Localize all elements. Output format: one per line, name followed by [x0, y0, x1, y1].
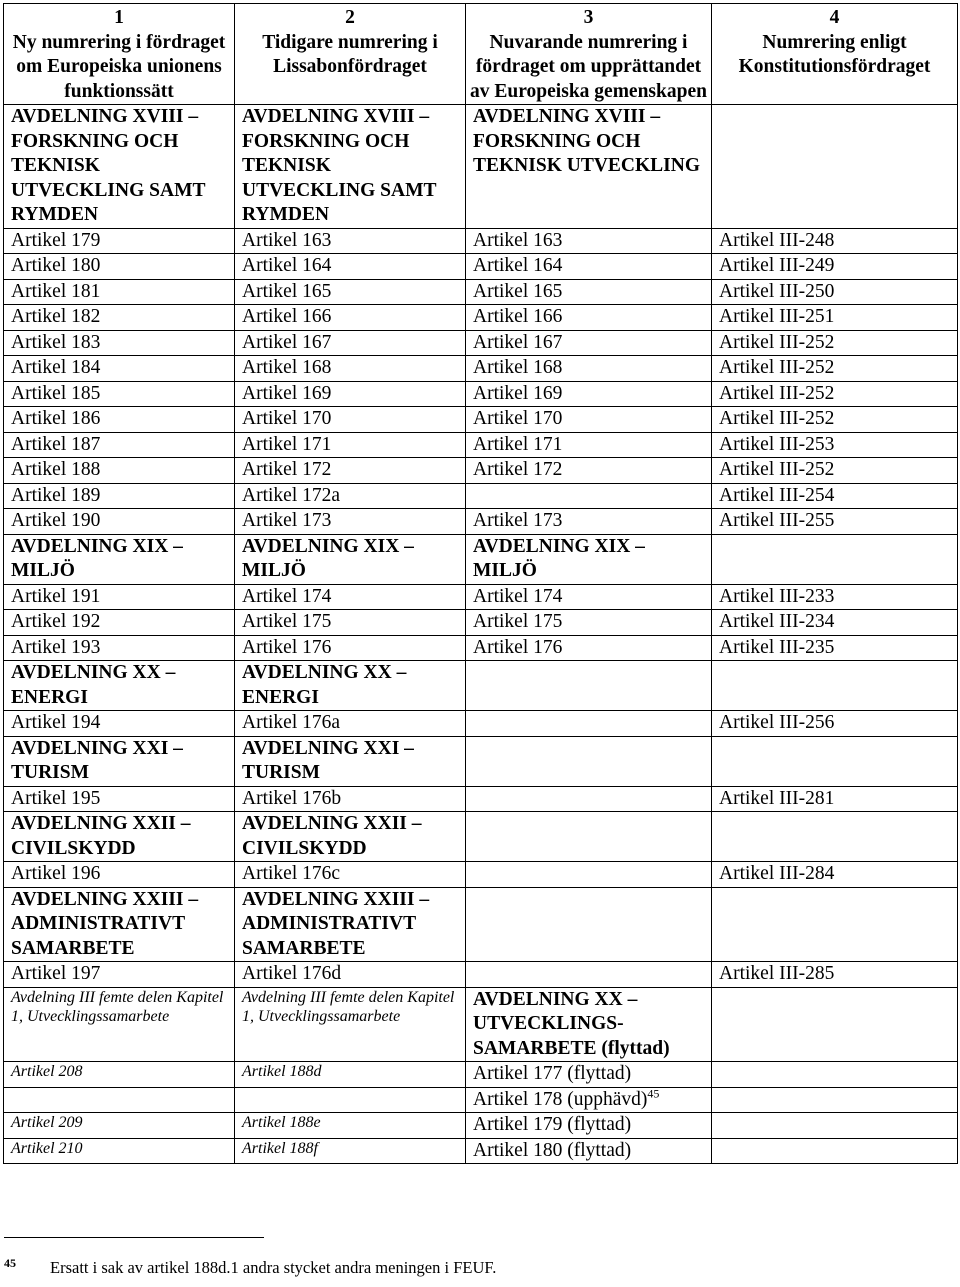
cell-text: AVDELNING XIX – MILJÖ — [242, 535, 414, 581]
table-cell — [4, 356, 235, 382]
cell-text: Artikel III-252 — [719, 459, 835, 480]
table-cell — [712, 381, 958, 407]
cell-text: Artikel 167 — [242, 331, 332, 353]
cell-text: Artikel III-256 — [719, 712, 835, 733]
table-row — [4, 407, 958, 433]
cell-text: Artikel 165 — [473, 280, 563, 302]
table-cell — [466, 407, 712, 433]
table-row — [4, 305, 958, 331]
cell-text: Artikel 170 — [242, 408, 332, 429]
table-cell — [4, 483, 235, 509]
cell-text: Artikel 194 — [11, 712, 101, 733]
table-cell — [712, 509, 958, 535]
table-cell — [4, 635, 235, 661]
table-cell — [466, 305, 712, 331]
cell-text: Artikel 209 — [11, 1114, 83, 1131]
header-cell — [712, 4, 958, 105]
table-cell — [4, 330, 235, 356]
cell-text: AVDELNING XXIII – ADMINISTRATIVT SAMARBETE — [242, 888, 430, 959]
cell-text: Artikel 193 — [11, 636, 101, 658]
table-cell — [235, 1113, 466, 1139]
header-title: Ny numrering i fördraget om Europeiska unionens funktionssätt — [12, 31, 226, 102]
cell-text: Artikel 208 — [11, 1063, 83, 1080]
section-row — [4, 736, 958, 786]
cell-text: Artikel III-234 — [719, 611, 835, 632]
table-cell — [712, 610, 958, 636]
table-cell — [235, 610, 466, 636]
cell-text: Artikel 166 — [242, 306, 332, 327]
header-number: 2 — [345, 7, 355, 28]
cell-text: Artikel 186 — [11, 408, 101, 429]
cell-text: Artikel III-281 — [719, 787, 835, 809]
table-cell — [4, 105, 235, 229]
table-cell — [466, 862, 712, 888]
table-cell — [235, 962, 466, 988]
table-row — [4, 711, 958, 737]
cell-text: Artikel 177 (flyttad) — [473, 1063, 632, 1084]
cell-text: AVDELNING XXI – TURISM — [242, 737, 414, 783]
table-cell — [712, 305, 958, 331]
cell-text: Artikel III-255 — [719, 510, 835, 531]
table-cell — [712, 962, 958, 988]
table-cell — [4, 407, 235, 433]
table-cell — [235, 483, 466, 509]
table-cell — [712, 786, 958, 812]
table-cell — [712, 458, 958, 484]
cell-text: Artikel 189 — [11, 484, 101, 506]
table-row — [4, 962, 958, 988]
cell-text: AVDELNING XX – ENERGI — [242, 662, 407, 708]
table-cell — [4, 1113, 235, 1139]
table-cell — [4, 509, 235, 535]
cell-text: AVDELNING XXI – TURISM — [11, 737, 183, 783]
cell-text: AVDELNING XVIII – FORSKNING OCH TEKNISK UTVECKLING SAMT RYMDEN — [242, 106, 437, 225]
table-cell — [235, 987, 466, 1062]
header-row — [4, 4, 958, 105]
cell-text: Avdelning III femte delen Kapitel 1, Utvecklingssamarbete — [242, 988, 455, 1025]
footnote-ref: 45 — [647, 1086, 660, 1100]
table-row — [4, 381, 958, 407]
table-cell — [712, 584, 958, 610]
cell-text: Artikel III-284 — [719, 863, 835, 884]
cell-text: AVDELNING XVIII – FORSKNING OCH TEKNISK UTVECKLING SAMT RYMDEN — [11, 106, 206, 225]
table-cell — [466, 635, 712, 661]
table-cell — [466, 661, 712, 711]
cell-text: Artikel 187 — [11, 433, 101, 455]
table-cell — [235, 432, 466, 458]
cell-text: Artikel III-250 — [719, 280, 835, 302]
cell-text: Artikel 169 — [242, 382, 332, 404]
table-cell — [4, 432, 235, 458]
table-cell — [466, 228, 712, 254]
table-cell — [4, 661, 235, 711]
footnote-number: 45 — [4, 1255, 16, 1270]
footnote — [4, 1255, 497, 1278]
cell-text: Artikel 168 — [473, 357, 563, 378]
table-cell — [466, 1087, 712, 1113]
section-row — [4, 661, 958, 711]
table-row — [4, 786, 958, 812]
table-cell — [4, 736, 235, 786]
table-cell — [466, 254, 712, 280]
cell-text: Artikel III-254 — [719, 484, 835, 506]
table-cell — [235, 711, 466, 737]
table-cell — [235, 356, 466, 382]
cell-text: Artikel 178 (upphävd) — [473, 1088, 648, 1110]
table-row — [4, 1138, 958, 1164]
cell-text: Artikel 176 — [242, 636, 332, 658]
table-cell — [712, 279, 958, 305]
table-cell — [712, 105, 958, 229]
header-cell — [466, 4, 712, 105]
table-cell — [466, 887, 712, 962]
header-number: 4 — [829, 7, 840, 28]
cell-text: AVDELNING XXII – CIVILSKYDD — [11, 813, 191, 859]
table-cell — [466, 962, 712, 988]
cell-text: Artikel 183 — [11, 331, 101, 353]
cell-text: Artikel 192 — [11, 611, 101, 632]
section-row — [4, 887, 958, 962]
section-row — [4, 105, 958, 229]
header-title: Numrering enligt Konstitutionsfördraget — [738, 31, 931, 77]
cell-text: Artikel 184 — [11, 357, 101, 378]
table-row — [4, 228, 958, 254]
cell-text: Artikel 168 — [242, 357, 332, 378]
table-cell — [466, 509, 712, 535]
footnote-rule — [4, 1237, 264, 1238]
header-title: Tidigare numrering i Lissabonfördraget — [262, 31, 438, 77]
table-row — [4, 254, 958, 280]
table-cell — [466, 483, 712, 509]
table-cell — [235, 254, 466, 280]
cell-text: AVDELNING XIX – MILJÖ — [11, 535, 183, 581]
cell-text: AVDELNING XXII – CIVILSKYDD — [242, 813, 422, 859]
table-row — [4, 584, 958, 610]
table-cell — [466, 812, 712, 862]
table-cell — [235, 887, 466, 962]
table-cell — [466, 786, 712, 812]
table-row — [4, 432, 958, 458]
cell-text: Artikel 172a — [242, 484, 341, 506]
cell-text: Artikel 163 — [473, 229, 563, 251]
table-cell — [235, 1138, 466, 1164]
table-cell — [235, 736, 466, 786]
cell-text: Artikel 196 — [11, 863, 101, 884]
cell-text: Artikel III-233 — [719, 585, 835, 607]
cell-text: Avdelning III femte delen Kapitel 1, Utvecklingssamarbete — [11, 988, 224, 1025]
cell-text: Artikel III-248 — [719, 229, 835, 251]
table-row — [4, 483, 958, 509]
cell-text: Artikel 188e — [242, 1114, 321, 1131]
table-cell — [712, 1113, 958, 1139]
cell-text: Artikel 191 — [11, 585, 101, 607]
table-cell — [712, 661, 958, 711]
cell-text: Artikel III-285 — [719, 963, 835, 984]
header-number: 3 — [583, 7, 594, 28]
cell-text: Artikel 188d — [242, 1063, 322, 1080]
table-cell — [235, 1087, 466, 1113]
cell-text: Artikel 179 — [11, 229, 101, 251]
table-cell — [4, 711, 235, 737]
table-cell — [466, 105, 712, 229]
table-cell — [4, 812, 235, 862]
table-row — [4, 458, 958, 484]
table-cell — [235, 635, 466, 661]
cell-text: Artikel 195 — [11, 787, 101, 809]
table-cell — [4, 1062, 235, 1088]
cell-text: Artikel 164 — [473, 255, 563, 276]
table-cell — [712, 736, 958, 786]
cell-text: AVDELNING XVIII – FORSKNING OCH TEKNISK UTVECKLING — [473, 106, 701, 176]
table-cell — [4, 254, 235, 280]
table-cell — [235, 305, 466, 331]
table-cell — [466, 381, 712, 407]
header-title: Nuvarande numrering i fördraget om upprättandet av Europeiska gemenskapen — [470, 31, 707, 102]
table-cell — [4, 962, 235, 988]
cell-text: Artikel III-252 — [719, 357, 835, 378]
cell-text: Artikel 190 — [11, 510, 101, 531]
table-cell — [4, 987, 235, 1062]
table-cell — [712, 887, 958, 962]
cell-text: Artikel 172 — [473, 459, 563, 480]
cell-text: Artikel 180 (flyttad) — [473, 1139, 632, 1161]
table-cell — [466, 987, 712, 1062]
table-cell — [712, 534, 958, 584]
table-cell — [235, 584, 466, 610]
table-cell — [712, 228, 958, 254]
table-cell — [466, 1113, 712, 1139]
table-cell — [712, 432, 958, 458]
table-row — [4, 509, 958, 535]
table-cell — [235, 661, 466, 711]
table-cell — [712, 987, 958, 1062]
header-cell — [4, 4, 235, 105]
cell-text: Artikel 171 — [473, 433, 563, 455]
cell-text: Artikel III-249 — [719, 255, 835, 276]
cell-text: Artikel 176a — [242, 712, 341, 733]
table-cell — [4, 305, 235, 331]
table-cell — [712, 862, 958, 888]
table-cell — [4, 458, 235, 484]
table-cell — [712, 356, 958, 382]
cell-text: Artikel 179 (flyttad) — [473, 1114, 632, 1135]
table-cell — [466, 736, 712, 786]
table-row — [4, 987, 958, 1062]
table-row — [4, 635, 958, 661]
table-cell — [712, 483, 958, 509]
table-cell — [466, 356, 712, 382]
cell-text: Artikel 170 — [473, 408, 563, 429]
table-cell — [466, 458, 712, 484]
cell-text: Artikel 169 — [473, 382, 563, 404]
cell-text: AVDELNING XX – ENERGI — [11, 662, 176, 708]
cell-text: Artikel 166 — [473, 306, 563, 327]
cell-text: Artikel 165 — [242, 280, 332, 302]
table-cell — [712, 711, 958, 737]
table-cell — [466, 432, 712, 458]
table-cell — [4, 381, 235, 407]
table-row — [4, 862, 958, 888]
table-row — [4, 330, 958, 356]
cell-text: Artikel 173 — [242, 510, 332, 531]
cell-text: Artikel III-252 — [719, 408, 835, 429]
cell-text: Artikel 182 — [11, 306, 101, 327]
cell-text: Artikel 185 — [11, 382, 101, 404]
cell-text: Artikel 188f — [242, 1139, 318, 1157]
cell-text: Artikel 167 — [473, 331, 563, 353]
table-cell — [235, 105, 466, 229]
table-cell — [4, 1138, 235, 1164]
section-row — [4, 812, 958, 862]
table-cell — [466, 330, 712, 356]
cell-text: Artikel 188 — [11, 459, 101, 480]
table-cell — [4, 228, 235, 254]
table-cell — [712, 254, 958, 280]
table-row — [4, 279, 958, 305]
cell-text: Artikel 176b — [242, 787, 342, 809]
table-cell — [712, 330, 958, 356]
cell-text: Artikel III-251 — [719, 306, 835, 327]
table-cell — [235, 381, 466, 407]
cell-text: Artikel 163 — [242, 229, 332, 251]
table-cell — [4, 1087, 235, 1113]
table-cell — [235, 812, 466, 862]
cell-text: Artikel III-252 — [719, 382, 835, 404]
table-cell — [4, 584, 235, 610]
table-cell — [712, 1087, 958, 1113]
header-number: 1 — [114, 7, 124, 28]
table-cell — [466, 1062, 712, 1088]
cell-text: Artikel 164 — [242, 255, 332, 276]
table-cell — [4, 279, 235, 305]
table-cell — [4, 534, 235, 584]
cell-text: Artikel 176d — [242, 963, 342, 984]
table-cell — [466, 279, 712, 305]
table-cell — [712, 812, 958, 862]
table-cell — [235, 1062, 466, 1088]
cell-text: Artikel 172 — [242, 459, 332, 480]
table-cell — [712, 407, 958, 433]
cell-text: AVDELNING XXIII – ADMINISTRATIVT SAMARBETE — [11, 888, 199, 959]
table-cell — [466, 711, 712, 737]
table-row — [4, 1062, 958, 1088]
table-cell — [712, 1062, 958, 1088]
cell-text: Artikel 174 — [242, 585, 332, 607]
table-cell — [4, 887, 235, 962]
cell-text: Artikel 174 — [473, 585, 563, 607]
cell-text: Artikel III-235 — [719, 636, 835, 658]
table-cell — [4, 786, 235, 812]
header-cell — [235, 4, 466, 105]
table-cell — [466, 1138, 712, 1164]
table-cell — [235, 458, 466, 484]
correlation-table — [3, 3, 958, 1164]
cell-text: Artikel 175 — [242, 611, 332, 632]
table-cell — [235, 407, 466, 433]
table-row — [4, 1087, 958, 1113]
cell-text: Artikel 171 — [242, 433, 332, 455]
table-cell — [4, 862, 235, 888]
table-cell — [466, 610, 712, 636]
table-cell — [235, 862, 466, 888]
table-row — [4, 356, 958, 382]
table-cell — [712, 1138, 958, 1164]
cell-text: Artikel III-253 — [719, 433, 835, 455]
cell-text: Artikel 175 — [473, 611, 563, 632]
table-cell — [4, 610, 235, 636]
table-cell — [712, 635, 958, 661]
table-row — [4, 610, 958, 636]
table-cell — [466, 584, 712, 610]
cell-text: Artikel III-252 — [719, 331, 835, 353]
cell-text: Artikel 176 — [473, 636, 563, 658]
table-cell — [235, 279, 466, 305]
footnote-text: Ersatt i sak av artikel 188d.1 andra stycket andra meningen i FEUF. — [50, 1258, 497, 1277]
table-cell — [235, 228, 466, 254]
table-cell — [235, 786, 466, 812]
cell-text: AVDELNING XIX – MILJÖ — [473, 535, 645, 581]
table-cell — [235, 330, 466, 356]
table-row — [4, 1113, 958, 1139]
section-row — [4, 534, 958, 584]
cell-text: Artikel 176c — [242, 863, 341, 884]
cell-text: Artikel 197 — [11, 963, 101, 984]
cell-text: AVDELNING XX – UTVECKLINGS-SAMARBETE (flyttad) — [473, 988, 670, 1059]
table-cell — [235, 509, 466, 535]
cell-text: Artikel 173 — [473, 510, 563, 531]
cell-text: Artikel 181 — [11, 280, 101, 302]
table-cell — [466, 534, 712, 584]
cell-text: Artikel 180 — [11, 255, 101, 276]
cell-text: Artikel 210 — [11, 1139, 83, 1157]
table-cell — [235, 534, 466, 584]
